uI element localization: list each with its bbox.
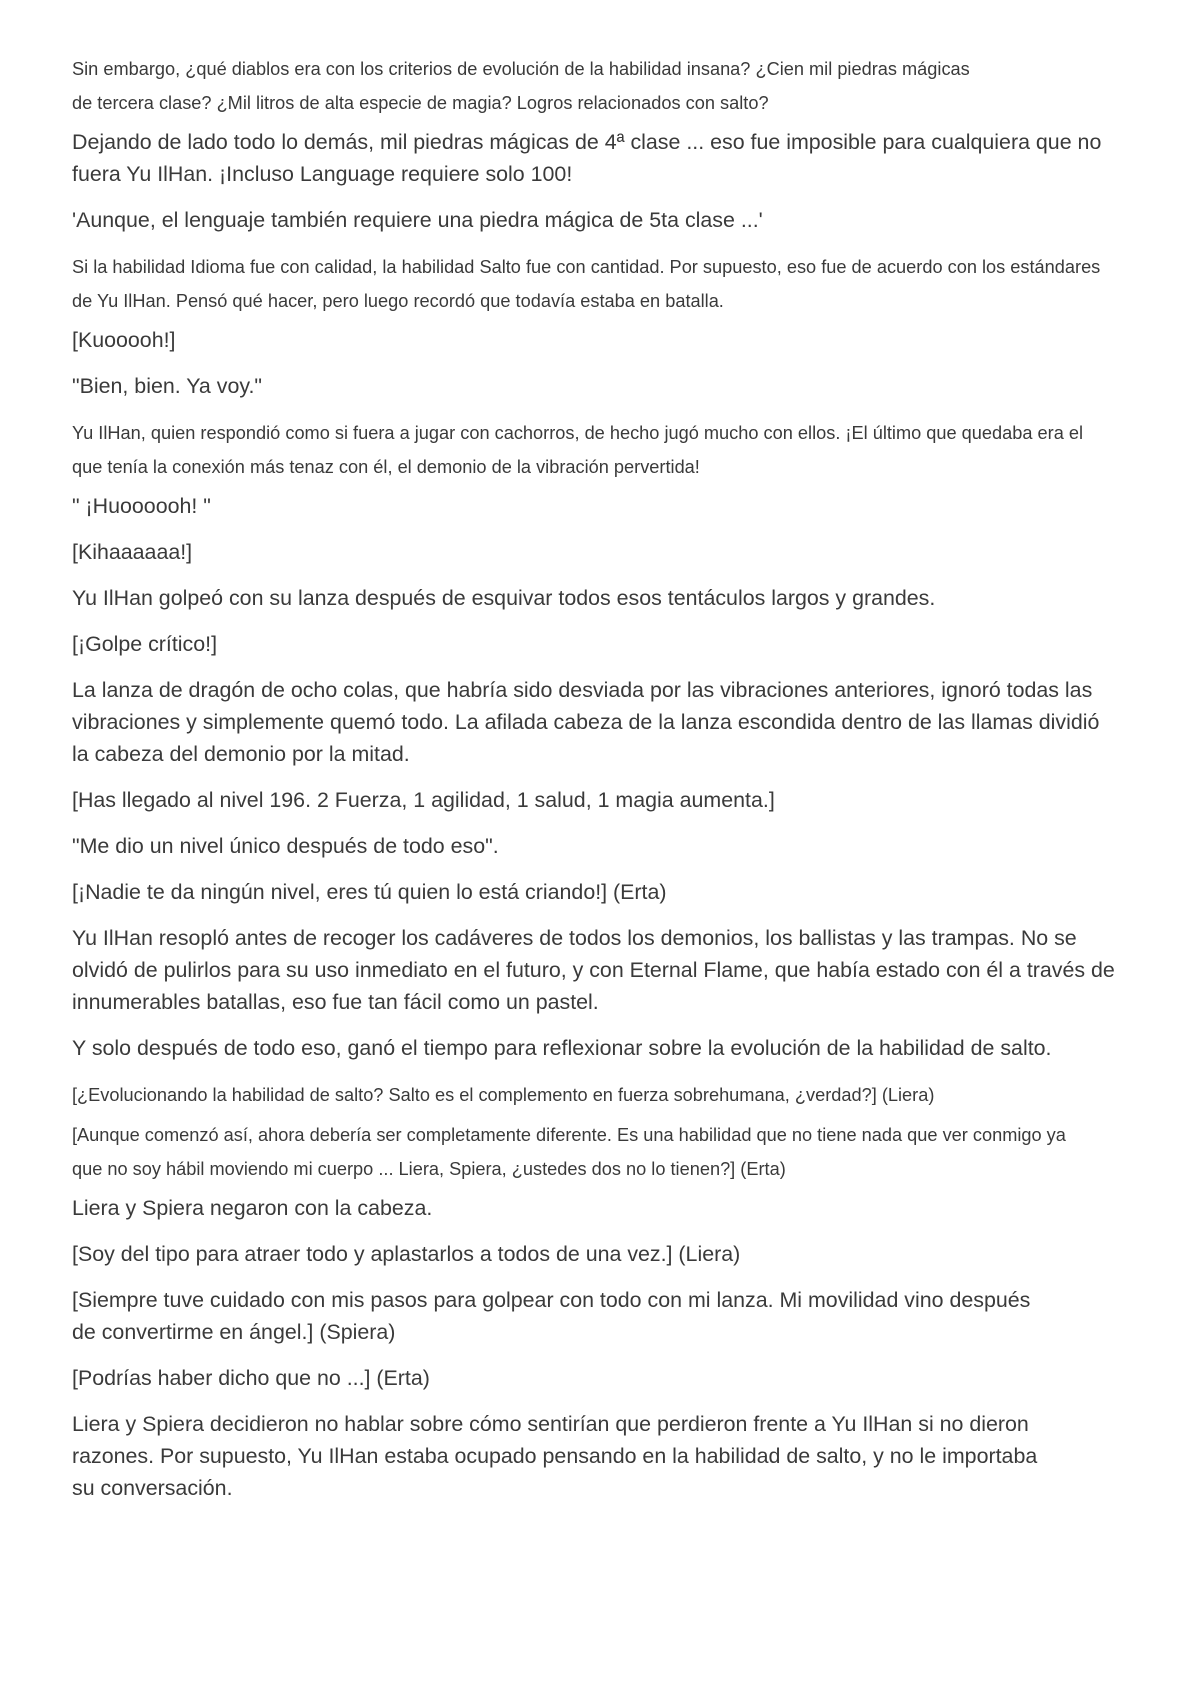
paragraph-24: Liera y Spiera decidieron no hablar sobre cómo sentirían que perdieron frente a Yu IlHan si no dieron razones. Por supuesto, Yu IlHan estaba ocupado pensando en la habilidad de salto, y no le importaba su conversación. [72, 1412, 1038, 1500]
paragraph-4: Si la habilidad Idioma fue con calidad, la habilidad Salto fue con cantidad. Por supuesto, eso fue de acuerdo con los estándares de Yu IlHan. Pensó qué hacer, pero luego recordó que todavía estaba en batalla. [72, 257, 1101, 311]
paragraph-15: [¡Nadie te da ningún nivel, eres tú quien lo está criando!] (Erta) [72, 880, 667, 904]
paragraph-3: 'Aunque, el lenguaje también requiere una piedra mágica de 5ta clase ...' [72, 208, 763, 232]
paragraph-7: Yu IlHan, quien respondió como si fuera a jugar con cachorros, de hecho jugó mucho con ellos. ¡El último que quedaba era el que tenía la conexión más tenaz con él, el demonio de la vibración pervertida! [72, 423, 1084, 477]
paragraph-11: [¡Golpe crítico!] [72, 632, 218, 656]
paragraph-21: [Soy del tipo para atraer todo y aplastarlos a todos de una vez.] (Liera) [72, 1242, 741, 1266]
paragraph-1: Sin embargo, ¿qué diablos era con los criterios de evolución de la habilidad insana? ¿Cien mil piedras mágicas de tercera clase? ¿Mil litros de alta especie de magia? Logros relacionados con salto? [72, 59, 970, 113]
paragraph-2: Dejando de lado todo lo demás, mil piedras mágicas de 4ª clase ... eso fue imposible para cualquiera que no fuera Yu IlHan. ¡Incluso Language requiere solo 100! [72, 130, 1102, 186]
paragraph-18: [¿Evolucionando la habilidad de salto? Salto es el complemento en fuerza sobrehumana, ¿verdad?] (Liera) [72, 1085, 935, 1105]
paragraph-14: "Me dio un nivel único después de todo eso". [72, 834, 499, 858]
paragraph-10: Yu IlHan golpeó con su lanza después de esquivar todos esos tentáculos largos y grandes. [72, 586, 936, 610]
paragraph-12: La lanza de dragón de ocho colas, que habría sido desviada por las vibraciones anteriores, ignoró todas las vibraciones y simplemente quemó todo. La afilada cabeza de la lanza escondida dentro de las llamas dividió la cabeza del demonio por la mitad. [72, 678, 1100, 766]
paragraph-19: [Aunque comenzó así, ahora debería ser completamente diferente. Es una habilidad que no tiene nada que ver conmigo ya que no soy hábil moviendo mi cuerpo ... Liera, Spiera, ¿ustedes dos no lo tienen?] (Erta) [72, 1125, 1066, 1179]
paragraph-16: Yu IlHan resopló antes de recoger los cadáveres de todos los demonios, los ballistas y las trampas. No se olvidó de pulirlos para su uso inmediato en el futuro, y con Eternal Flame, que había estado con él a través de innumerables batallas, eso fue tan fácil como un pastel. [72, 926, 1115, 1014]
paragraph-8: " ¡Huoooooh! " [72, 494, 211, 518]
paragraph-23: [Podrías haber dicho que no ...] (Erta) [72, 1366, 430, 1390]
paragraph-6: "Bien, bien. Ya voy." [72, 374, 262, 398]
paragraph-17: Y solo después de todo eso, ganó el tiempo para reflexionar sobre la evolución de la habilidad de salto. [72, 1036, 1052, 1060]
paragraph-5: [Kuooooh!] [72, 328, 176, 352]
paragraph-13: [Has llegado al nivel 196. 2 Fuerza, 1 agilidad, 1 salud, 1 magia aumenta.] [72, 788, 775, 812]
paragraph-9: [Kihaaaaaa!] [72, 540, 193, 564]
paragraph-20: Liera y Spiera negaron con la cabeza. [72, 1196, 433, 1220]
paragraph-22: [Siempre tuve cuidado con mis pasos para golpear con todo con mi lanza. Mi movilidad vino después de convertirme en ángel.] (Spiera) [72, 1288, 1031, 1344]
